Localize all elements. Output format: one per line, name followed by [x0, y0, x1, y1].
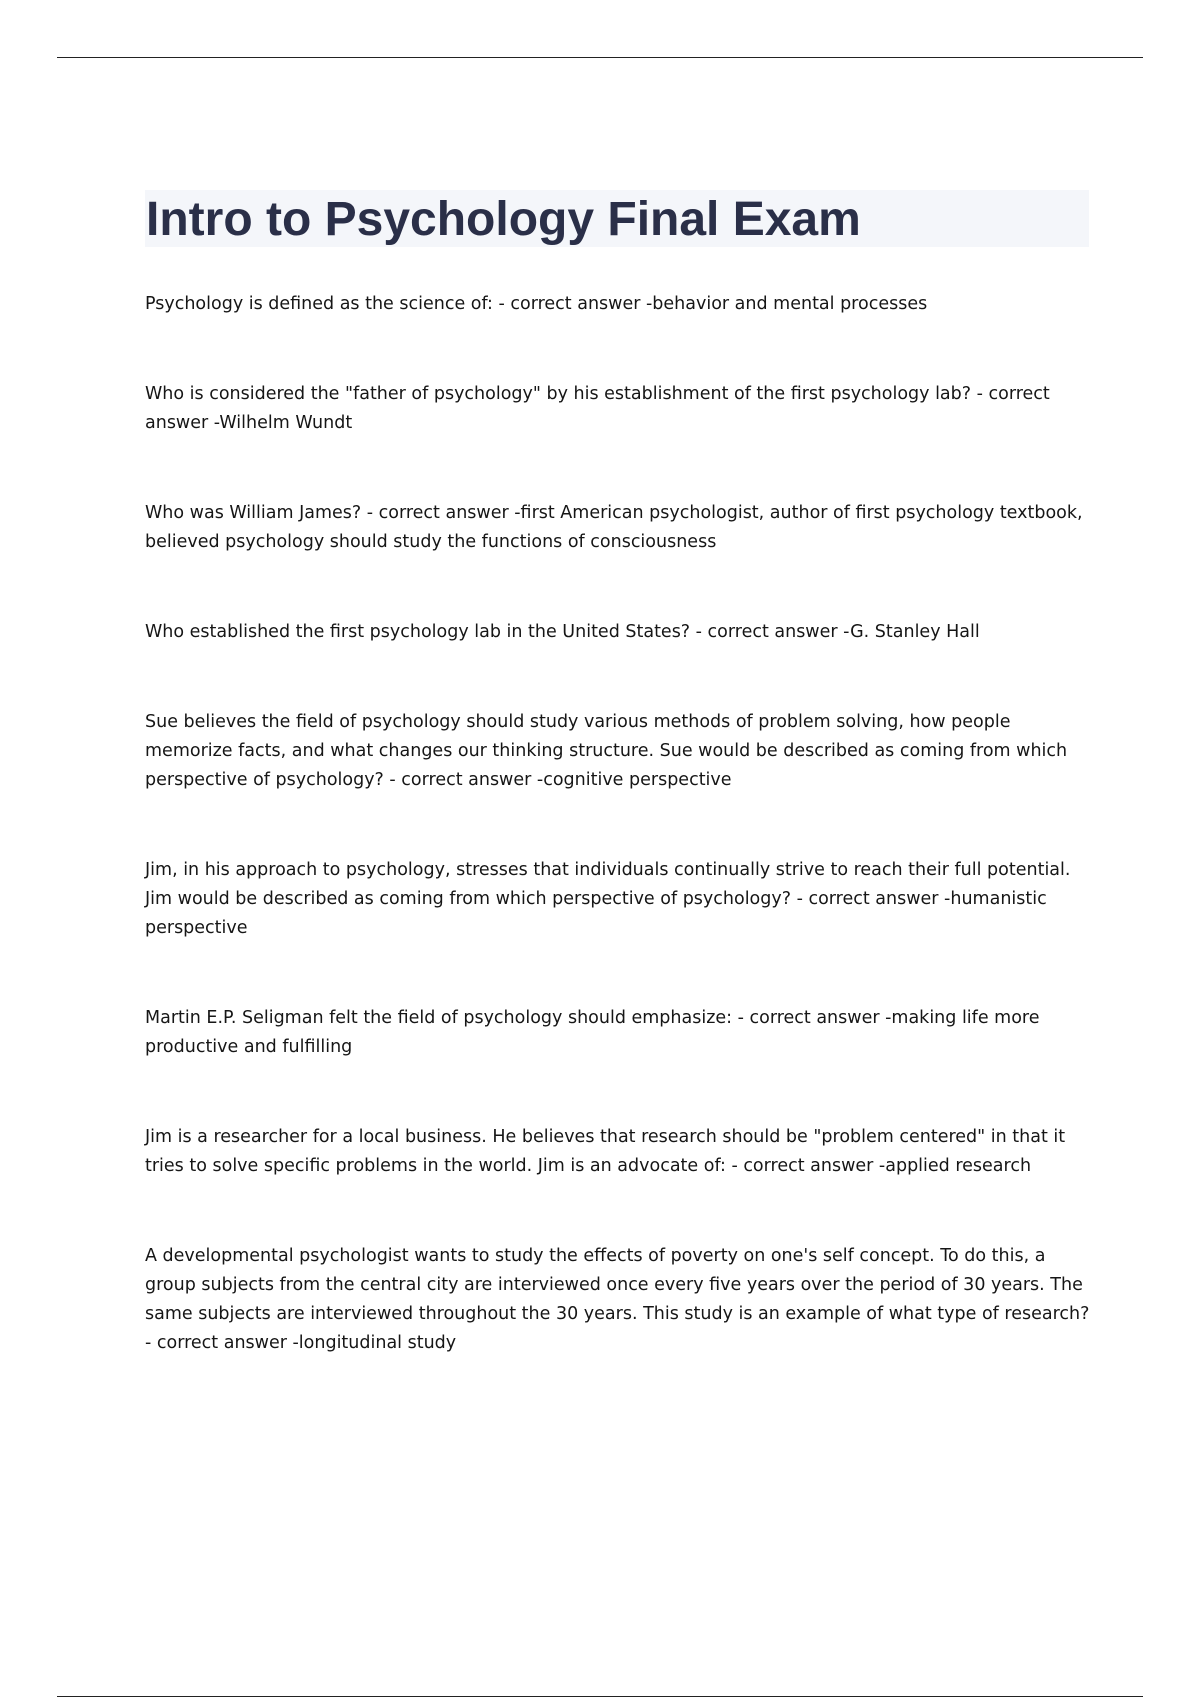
question-item: Sue believes the field of psychology should study various methods of problem solving, how people memorize facts, and what changes our thinking structure. Sue would be described as coming from which perspective of psychology? - correct answer -cognitive perspective	[145, 712, 1068, 790]
bottom-rule	[57, 1696, 1143, 1697]
question-item: Jim is a researcher for a local business. He believes that research should be "problem centered" in that it tries to solve specific problems in the world. Jim is an advocate of: - correct answer -applied research	[145, 1127, 1066, 1176]
question-item: Who is considered the "father of psychology" by his establishment of the first psychology lab? - correct answer -Wilhelm Wundt	[145, 384, 1050, 433]
question-list	[145, 290, 1091, 1358]
question-item: Martin E.P. Seligman felt the field of psychology should emphasize: - correct answer -making life more productive and fulfilling	[145, 1008, 1040, 1057]
question-item: Who was William James? - correct answer -first American psychologist, author of first psychology textbook, believed psychology should study the functions of consciousness	[145, 503, 1083, 552]
top-rule	[57, 57, 1143, 58]
page-title: Intro to Psychology Final Exam	[146, 193, 861, 246]
question-item: Jim, in his approach to psychology, stresses that individuals continually strive to reach their full potential. Jim would be described as coming from which perspective of psychology? - correct answer -humanistic perspective	[145, 860, 1071, 938]
question-item: Psychology is defined as the science of: - correct answer -behavior and mental processes	[145, 294, 928, 314]
question-item: A developmental psychologist wants to study the effects of poverty on one's self concept. To do this, a group subjects from the central city are interviewed once every five years over the period of 30 years. The same subjects are interviewed throughout the 30 years. This study is an example of what type of research? - correct answer -longitudinal study	[145, 1246, 1090, 1353]
question-item: Who established the first psychology lab in the United States? - correct answer -G. Stanley Hall	[145, 622, 980, 642]
